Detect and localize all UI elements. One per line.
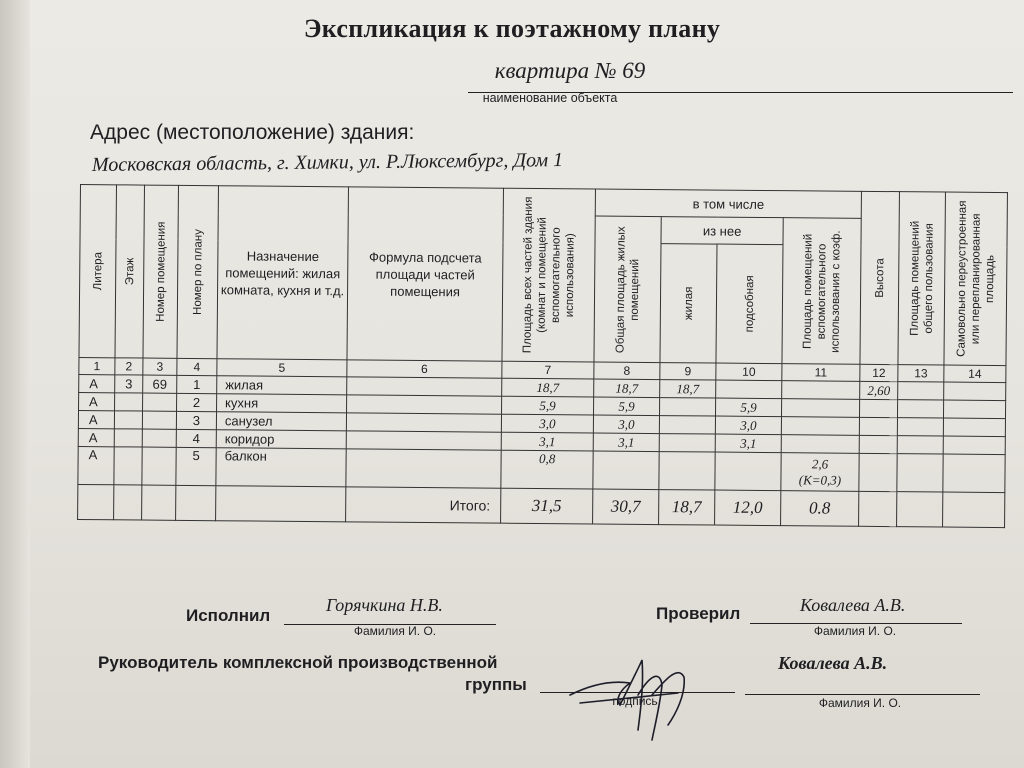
executed-name: Горячкина Н.В. — [326, 595, 443, 615]
header-auxiliary: подсобная — [716, 244, 783, 364]
table-row: А 3 санузел 3,0 3,0 3,0 — [78, 410, 1005, 436]
object-caption: наименование объекта — [482, 91, 618, 105]
checked-name: Ковалева А.В. — [800, 595, 906, 615]
executed-label: Исполнил — [186, 606, 271, 625]
head-caption: Фамилия И. О. — [818, 696, 902, 710]
column-number-row: 1 2 3 4 5 6 7 8 9 10 11 12 13 14 — [79, 357, 1006, 382]
table-row: А 3 69 1 жилая 18,7 18,7 18,7 2,60 — [79, 374, 1006, 400]
explication-table — [77, 184, 1008, 528]
explication-table-wrapper — [77, 184, 1010, 542]
header-litera: Литера — [79, 185, 117, 358]
address-label: Адрес (местоположение) здания: — [90, 121, 415, 144]
header-common-area: Площадь помещений общего пользования — [898, 192, 946, 365]
head-label-line2: группы — [465, 675, 527, 694]
header-subgroup-of-which: из нее — [661, 217, 783, 245]
header-height: Высота — [860, 191, 900, 364]
header-purpose: Назначение помещений: жилая комната, кухня и т.д. — [217, 186, 349, 360]
executed-caption: Фамилия И. О. — [353, 624, 437, 638]
header-room-number: Номер помещения — [143, 185, 179, 358]
checked-label: Проверил — [656, 604, 741, 623]
table-row: А 2 кухня 5,9 5,9 5,9 — [79, 392, 1006, 418]
header-formula: Формула подсчета площади частей помещения — [347, 187, 504, 361]
table-row: А 5 балкон 0,8 2,6 (К=0,3) — [78, 446, 1005, 492]
head-label-line1: Руководитель комплексной производственной — [98, 653, 498, 672]
header-total-area: Площадь всех частей здания (комнат и помещений вспомогательного использования) — [502, 188, 596, 362]
header-unauthorized-area: Самовольно переустроенная или перепланированная площадь — [944, 192, 1008, 366]
totals-label: Итого: — [346, 487, 501, 523]
table-row: А 4 коридор 3,1 3,1 3,1 — [78, 428, 1005, 454]
header-floor: Этаж — [115, 185, 145, 358]
totals-row: Итого: 31,5 30,7 18,7 12,0 0.8 — [78, 484, 1005, 527]
header-living: жилая — [660, 244, 717, 363]
head-name-line — [745, 694, 980, 695]
document-title: Экспликация к поэтажному плану — [303, 14, 721, 43]
header-group-including: в том числе — [595, 189, 861, 218]
aux-coef-cell: 2,6 (К=0,3) — [781, 453, 859, 492]
address-value: Московская область, г. Химки, ул. Р.Люксембург, Дом 1 — [91, 149, 564, 176]
checked-caption: Фамилия И. О. — [813, 624, 897, 638]
head-signature-caption: подпись — [612, 694, 658, 708]
page-edge-shadow — [0, 0, 30, 768]
head-name: Ковалева А.В. — [778, 653, 888, 673]
header-living-total: Общая площадь жилых помещений — [594, 216, 661, 363]
object-name: квартира № 69 — [494, 58, 646, 83]
header-aux-area: Площадь помещений вспомогательного использования с коэф. — [782, 218, 861, 365]
header-plan-number: Номер по плану — [177, 185, 219, 358]
handwritten-signature — [560, 655, 710, 745]
